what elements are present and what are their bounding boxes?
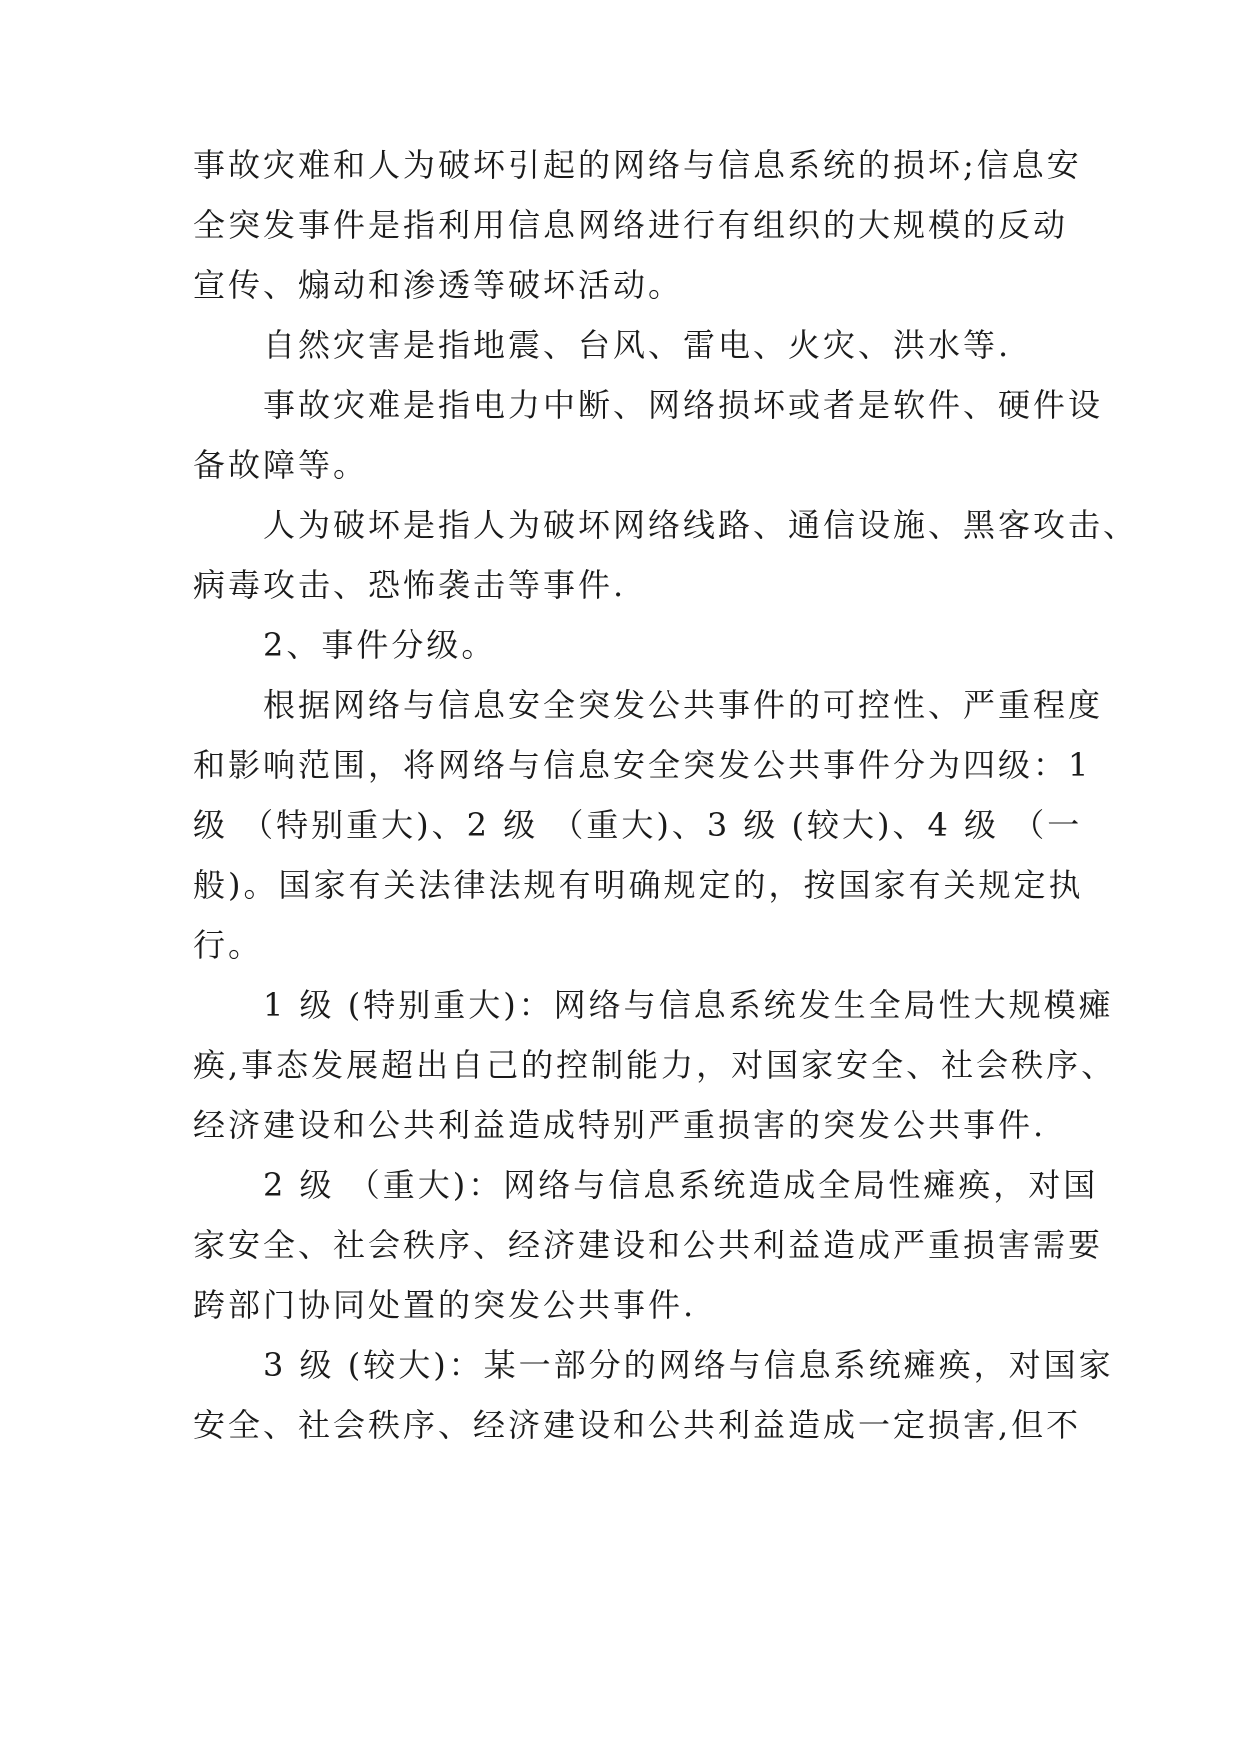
text-line: 和影响范围，将网络与信息安全突发公共事件分为四级：1 bbox=[193, 746, 1092, 784]
text-line: 根据网络与信息安全突发公共事件的可控性、严重程度 bbox=[193, 686, 1104, 724]
text-line: 痪,事态发展超出自己的控制能力，对国家安全、社会秩序、 bbox=[193, 1046, 1117, 1084]
text-line: 安全、社会秩序、经济建设和公共利益造成一定损害,但不 bbox=[193, 1406, 1082, 1444]
text-line: 般)。国家有关法律法规有明确规定的，按国家有关规定执 bbox=[193, 866, 1084, 904]
section-heading: 2、事件分级。 bbox=[193, 626, 497, 664]
text-line: 跨部门协同处置的突发公共事件. bbox=[193, 1286, 697, 1324]
text-line: 1 级 (特别重大)：网络与信息系统发生全局性大规模瘫 bbox=[193, 986, 1114, 1024]
text-line: 病毒攻击、恐怖袭击等事件. bbox=[193, 566, 627, 604]
text-line: 事故灾难是指电力中断、网络损坏或者是软件、硬件设 bbox=[193, 386, 1104, 424]
text-line: 全突发事件是指利用信息网络进行有组织的大规模的反动 bbox=[193, 206, 1069, 244]
text-line: 宣传、煽动和渗透等破坏活动。 bbox=[193, 266, 684, 304]
text-line: 行。 bbox=[193, 926, 264, 964]
text-line: 经济建设和公共利益造成特别严重损害的突发公共事件. bbox=[193, 1106, 1047, 1144]
text-line: 3 级 (较大)：某一部分的网络与信息系统瘫痪，对国家 bbox=[193, 1346, 1114, 1384]
text-line: 人为破坏是指人为破坏网络线路、通信设施、黑客攻击、 bbox=[193, 506, 1139, 544]
text-line: 备故障等。 bbox=[193, 446, 369, 484]
text-line: 自然灾害是指地震、台风、雷电、火灾、洪水等. bbox=[193, 326, 1012, 364]
text-line: 级 （特别重大)、2 级 （重大)、3 级 (较大)、4 级 （一 bbox=[193, 806, 1083, 844]
text-line: 事故灾难和人为破坏引起的网络与信息系统的损坏;信息安 bbox=[193, 146, 1082, 184]
text-line: 2 级 （重大)：网络与信息系统造成全局性瘫痪，对国 bbox=[193, 1166, 1099, 1204]
text-line: 家安全、社会秩序、经济建设和公共利益造成严重损害需要 bbox=[193, 1226, 1104, 1264]
